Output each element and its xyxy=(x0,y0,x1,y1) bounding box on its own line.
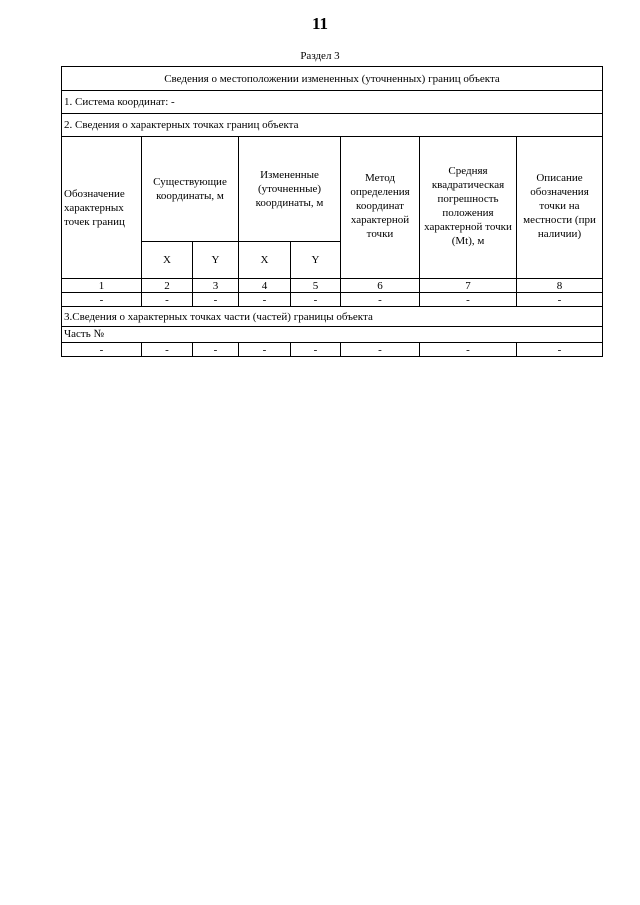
table-cell: - xyxy=(420,293,517,307)
table-cell: - xyxy=(142,293,193,307)
header-changed-coords: Измененные (уточненные) координаты, м xyxy=(239,137,341,242)
header-designation: Обозначение характерных точек границ xyxy=(62,137,142,279)
table-cell: - xyxy=(62,343,142,357)
table-cell: - xyxy=(341,343,420,357)
boundary-points-table xyxy=(61,66,603,357)
table-cell: - xyxy=(291,343,341,357)
table-cell: - xyxy=(291,293,341,307)
column-numbers-row xyxy=(62,279,603,293)
header-method: Метод определения координат характерной точки xyxy=(341,137,420,279)
table-cell: - xyxy=(142,343,193,357)
points-heading-row: 2. Сведения о характерных точках границ объекта xyxy=(62,114,603,137)
header-y-existing: Y xyxy=(193,242,239,279)
parts-heading-row: 3.Сведения о характерных точках части (частей) границы объекта xyxy=(62,307,603,327)
table-cell: - xyxy=(193,343,239,357)
section-title: Раздел 3 xyxy=(300,50,340,62)
table-title: Сведения о местоположении измененных (уточненных) границ объекта xyxy=(62,67,603,91)
table-cell: - xyxy=(62,293,142,307)
header-existing-coords: Существующие координаты, м xyxy=(142,137,239,242)
column-number: 4 xyxy=(239,279,291,293)
header-description: Описание обозначения точки на местности (при наличии) xyxy=(517,137,603,279)
column-number: 6 xyxy=(341,279,420,293)
table-cell: - xyxy=(517,343,603,357)
table-cell: - xyxy=(420,343,517,357)
column-number: 5 xyxy=(291,279,341,293)
header-y-changed: Y xyxy=(291,242,341,279)
column-number: 7 xyxy=(420,279,517,293)
table-cell: - xyxy=(517,293,603,307)
coord-system-row: 1. Система координат: - xyxy=(62,91,603,114)
table-row xyxy=(62,343,603,357)
column-number: 2 xyxy=(142,279,193,293)
header-mt: Средняя квадратическая погрешность положения характерной точки (Mt), м xyxy=(420,137,517,279)
table-cell: - xyxy=(341,293,420,307)
column-number: 3 xyxy=(193,279,239,293)
part-label-row: Часть № xyxy=(62,327,603,343)
column-number: 8 xyxy=(517,279,603,293)
table-row xyxy=(62,293,603,307)
table-cell: - xyxy=(239,293,291,307)
table-cell: - xyxy=(193,293,239,307)
column-number: 1 xyxy=(62,279,142,293)
header-x-existing: X xyxy=(142,242,193,279)
page-number: 11 xyxy=(311,14,329,33)
header-x-changed: X xyxy=(239,242,291,279)
table-cell: - xyxy=(239,343,291,357)
